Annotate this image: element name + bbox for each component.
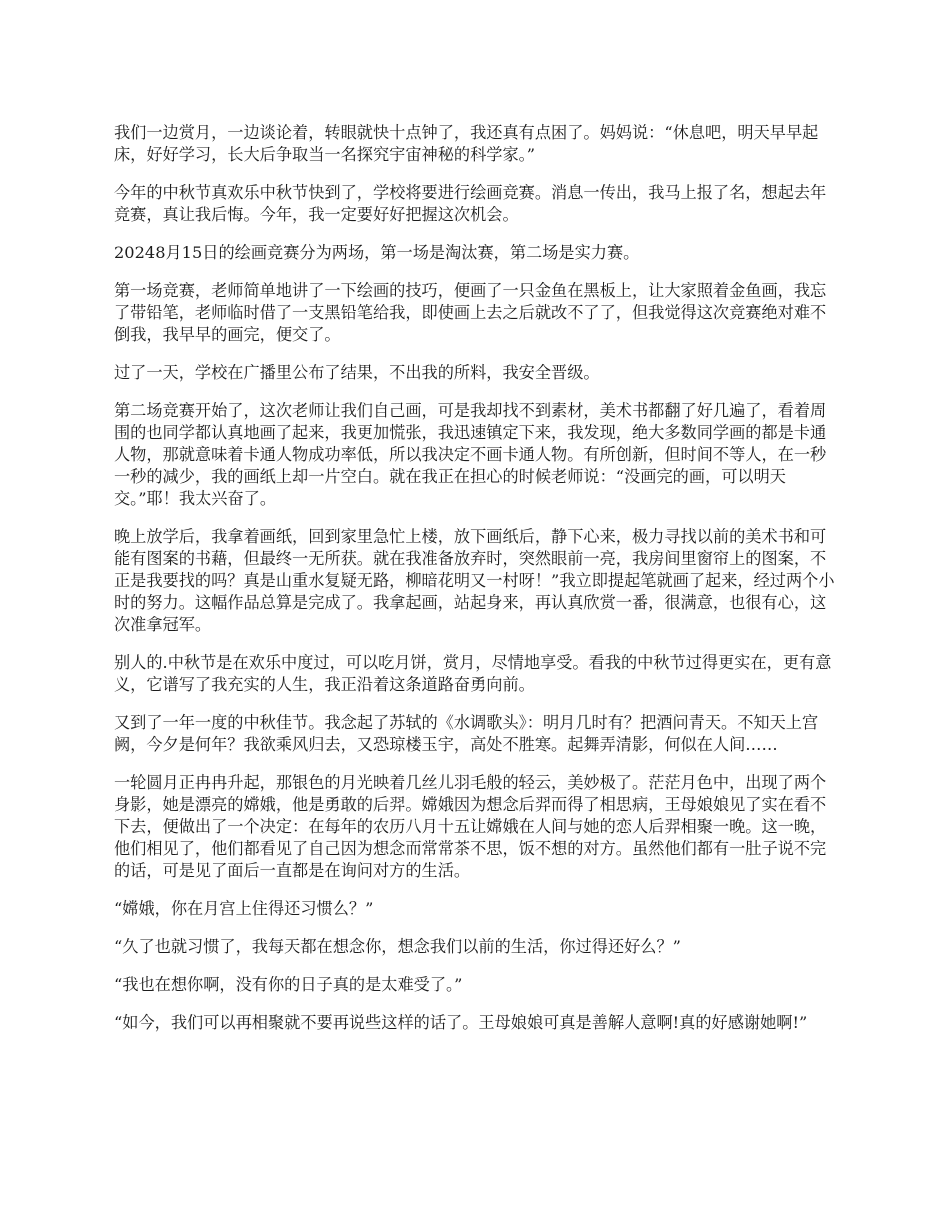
paragraph-6: 第二场竞赛开始了，这次老师让我们自己画，可是我却找不到素材，美术书都翻了好几遍了，看着周围的也同学都认真地画了起来，我更加慌张，我迅速镇定下来，我发现，绝大多数同学画的都是卡通人物，那就意味着卡通人物成功率低，所以我决定不画卡通人物。有所创新，但时间不等人，在一秒一秒的减少，我的画纸上却一片空白。就在我正在担心的时候老师说：“没画完的画，可以明天交。”耶！我太兴奋了。 [114,401,827,508]
paragraph-14: “如今，我们可以再相聚就不要再说些这样的话了。王母娘娘可真是善解人意啊!真的好感谢她啊!” [114,1013,808,1032]
paragraph-4: 第一场竞赛，老师简单地讲了一下绘画的技巧，便画了一只金鱼在黑板上，让大家照着金鱼画，我忘了带铅笔，老师临时借了一支黑铅笔给我，即使画上去之后就改不了了，但我觉得这次竞赛绝对难不倒我，我早早的画完，便交了。 [114,281,827,344]
paragraph-2: 今年的中秋节真欢乐中秋节快到了，学校将要进行绘画竞赛。消息一传出，我马上报了名，想起去年竞赛，真让我后悔。今年，我一定要好好把握这次机会。 [114,183,827,224]
paragraph-13: “我也在想你啊，没有你的日子真的是太难受了。” [114,975,463,994]
paragraph-3: 20248月15日的绘画竞赛分为两场，第一场是淘汰赛，第二场是实力赛。 [114,243,640,262]
document-body [114,122,836,1050]
paragraph-10: 一轮圆月正冉冉升起，那银色的月光映着几丝儿羽毛般的轻云，美妙极了。茫茫月色中，出现了两个身影，她是漂亮的嫦娥，他是勇敢的后羿。嫦娥因为想念后羿而得了相思病，王母娘娘见了实在看不下去，便做出了一个决定：在每年的农历八月十五让嫦娥在人间与她的恋人后羿相聚一晚。这一晚，他们相见了，他们都看见了自己因为想念而常常茶不思，饭不想的对方。虽然他们都有一肚子说不完的话，可是见了面后一直都是在询问对方的生活。 [114,773,827,880]
paragraph-12: “久了也就习惯了，我每天都在想念你，想念我们以前的生活，你过得还好么？” [114,937,681,956]
paragraph-7: 晚上放学后，我拿着画纸，回到家里急忙上楼，放下画纸后，静下心来，极力寻找以前的美术书和可能有图案的书藉，但最终一无所获。就在我准备放弃时，突然眼前一亮，我房间里窗帘上的图案，不正是我要找的吗？真是山重水复疑无路，柳暗花明又一村呀！”我立即提起笔就画了起来，经过两个小时的努力。这幅作品总算是完成了。我拿起画，站起身来，再认真欣赏一番，很满意，也很有心，这次准拿冠军。 [114,527,835,634]
paragraph-5: 过了一天，学校在广播里公布了结果，不出我的所料，我安全晋级。 [114,363,600,382]
paragraph-9: 又到了一年一度的中秋佳节。我念起了苏轼的《水调歌头》：明月几时有？把酒问青天。不知天上宫阙，今夕是何年？我欲乘风归去，又恐琼楼玉宇，高处不胜寒。起舞弄清影，何似在人间…… [114,713,819,754]
paragraph-1: 我们一边赏月，一边谈论着，转眼就快十点钟了，我还真有点困了。妈妈说：“休息吧，明天早早起床，好好学习，长大后争取当一名探究宇宙神秘的科学家。” [114,123,819,164]
paragraph-8: 别人的.中秋节是在欢乐中度过，可以吃月饼，赏月，尽情地享受。看我的中秋节过得更实在，更有意义，它谱写了我充实的人生，我正沿着这条道路奋勇向前。 [114,653,832,694]
paragraph-11: “嫦娥，你在月宫上住得还习惯么？” [114,899,374,918]
